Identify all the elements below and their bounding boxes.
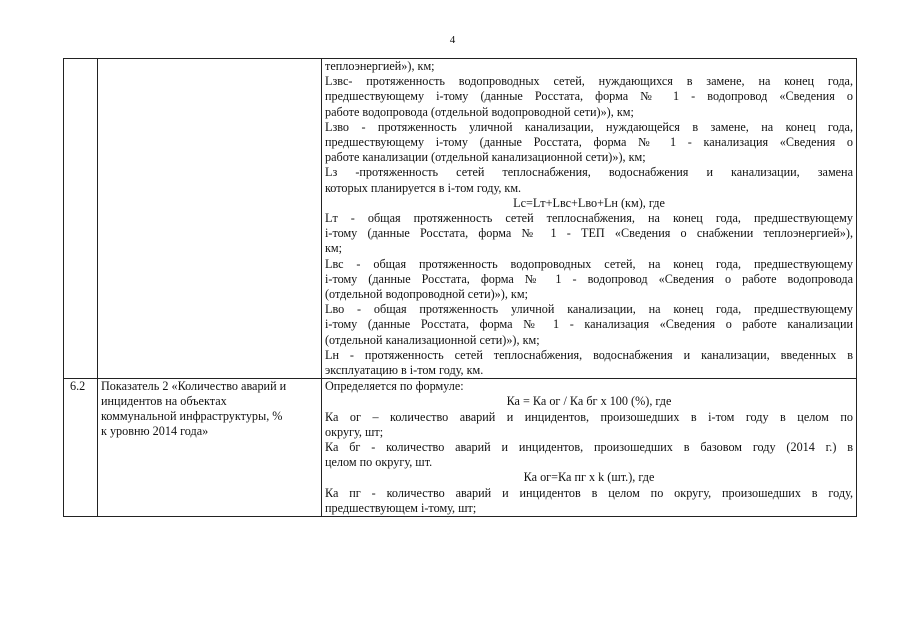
indicator-name-line: к уровню 2014 года» [101,424,209,439]
indicator-name-line: коммунальной инфраструктуры, % [101,409,283,424]
table-row [64,379,857,517]
text-line: предшествующем i-тому, шт; [325,500,477,515]
indicator-name-line: Показатель 2 «Количество аварий и [101,379,287,394]
text-line: теплоэнергией»), км; [325,59,435,73]
indicator-description-cell [322,379,857,517]
indicator-description-cell [322,59,857,379]
table-row [64,59,857,379]
text-line: i-тому (данные Росстата, форма № 1 - водопровод «Сведения о работе водопровода [325,271,853,286]
text-line: Lво - общая протяженность уличной канализации, на конец года, предшествующему [325,302,853,317]
indicators-table [63,58,857,517]
text-line: i-тому (данные Росстата, форма № 1 - ТЕП «Сведения о снабжении теплоэнергией»), [325,226,853,241]
text-line: Ка = Ка ог / Ка бг х 100 (%), где [506,394,672,409]
text-line: работе водопровода (отдельной водопроводной сети)»), км; [325,104,634,119]
text-line: предшествующему i-тому (данные Росстата, форма № 1 - канализация «Сведения о [325,135,853,150]
text-line: Lт - общая протяженность сетей теплоснабжения, на конец года, предшествующему [325,211,853,226]
row-number-cell: 6.2 [64,379,98,517]
text-line: эксплуатацию в i-том году, км. [325,363,484,378]
text-line: работе канализации (отдельной канализационной сети)»), км; [325,150,646,165]
text-line: Lзво - протяженность уличной канализации, нуждающейся в замене, на конец года, [325,119,853,134]
text-line: (отдельной водопроводной сети)»), км; [325,287,528,302]
text-line: (отдельной канализационной сети)»), км; [325,332,540,347]
text-line: Ка пг - количество аварий и инцидентов в целом по округу, произошедших в году, [325,485,853,500]
text-line: Ка ог=Ка пг х k (шт.), где [523,470,655,485]
text-line: округу, шт; [325,424,384,439]
text-line: i-тому (данные Росстата, форма № 1 - канализация «Сведения о работе канализации [325,317,853,332]
text-line: Lз -протяженность сетей теплоснабжения, водоснабжения и канализации, замена [325,165,853,180]
text-line: Определяется по формуле: [325,379,464,394]
text-line: Lн - протяженность сетей теплоснабжения, водоснабжения и канализации, введенных в [325,347,853,362]
text-line: Lзвс- протяженность водопроводных сетей, нуждающихся в замене, на конец года, [325,74,853,89]
text-line: Lвс - общая протяженность водопроводных сетей, на конец года, предшествующему [325,256,853,271]
text-line: Ка ог – количество аварий и инцидентов, произошедших в i-том году в целом по [325,409,853,424]
indicator-name-cell [98,379,322,517]
text-line: Ка бг - количество аварий и инцидентов, произошедших в базовом году (2014 г.) в [325,440,853,455]
text-line: км; [325,241,343,256]
indicator-name-line: инцидентов на объектах [101,394,227,409]
text-line: которых планируется в i-том году, км. [325,180,522,195]
page-number: 4 [449,34,456,46]
row-number-cell [64,59,98,379]
text-line: целом по округу, шт. [325,455,433,470]
indicator-name-cell [98,59,322,379]
text-line: предшествующему i-тому (данные Росстата, форма № 1 - водопровод «Сведения о [325,89,853,104]
text-line: Lс=Lт+Lвс+Lво+Lн (км), где [513,195,665,210]
